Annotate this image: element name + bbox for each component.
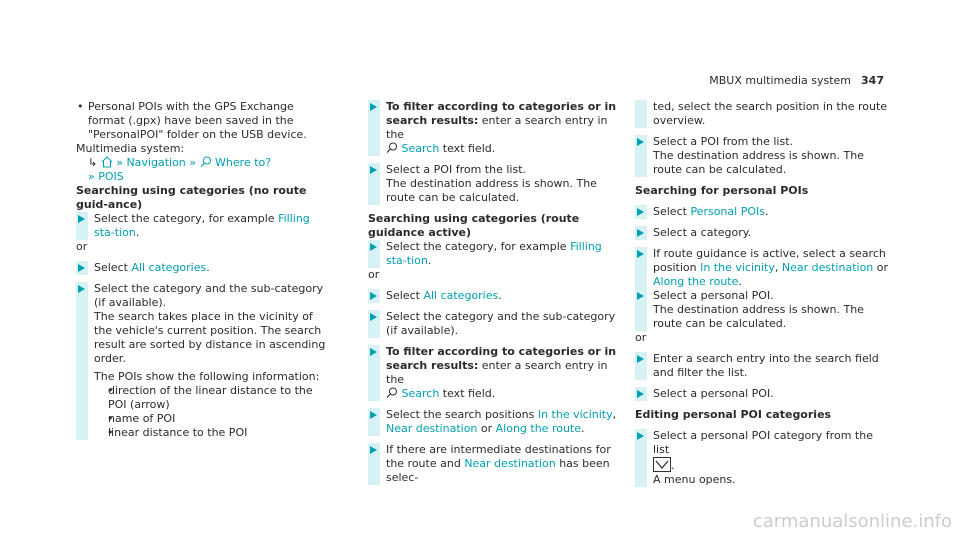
step-personal-pois: Select Personal POIs. — [635, 205, 888, 219]
step-filter: To filter according to categories or in search results: enter a search entry in the Search text field. — [368, 100, 621, 156]
step-all-categories: Select All categories. — [76, 261, 329, 275]
heading-personal-pois: Searching for personal POIs — [635, 184, 809, 197]
or-label: or — [76, 240, 88, 253]
step-subcategory — [76, 282, 329, 440]
step-filter: To filter according to categories or in search results: enter a search entry in the Search text field. — [368, 345, 621, 401]
step-continued: ted, select the search position in the route overview. — [635, 100, 888, 128]
step-result: The search takes place in the vicinity of the vehicle's current position. The search result are sorted by distance in ascending order. — [94, 310, 326, 365]
step-arrow-icon — [637, 355, 644, 363]
info-item: • name of POI — [94, 412, 329, 426]
step-select-personal: Select a personal POI. — [635, 387, 888, 401]
or-label: or — [368, 268, 380, 281]
link-filling-station: Filling sta-tion — [386, 240, 602, 267]
step-arrow-icon — [370, 166, 377, 174]
step-arrow-icon — [370, 292, 377, 300]
gpx-note: • Personal POIs with the GPS Exchange format (.gpx) have been saved in the "PersonalPOI" folder on the USB device. — [76, 100, 329, 142]
step-all-categories: Select All categories. — [368, 289, 621, 303]
step-arrow-icon — [637, 292, 644, 300]
step-arrow-icon — [78, 264, 85, 272]
or-label: or — [635, 331, 647, 344]
heading-edit-categories: Editing personal POI categories — [635, 408, 832, 421]
path-where-to: Where to? — [215, 156, 272, 169]
info-item: • direction of the linear distance to the POI (arrow) — [94, 384, 329, 412]
step-enter-search: Enter a search entry into the search field and filter the list. — [635, 352, 888, 380]
step-arrow-icon — [637, 390, 644, 398]
step-category: Select the category, for example Filling sta-tion. — [368, 240, 621, 268]
step-arrow-icon — [370, 243, 377, 251]
link-all-categories: All categories — [423, 289, 499, 302]
path-arrow-icon: ↳ — [88, 156, 98, 169]
step-text: Select the category and the sub-category (if available). — [94, 282, 324, 309]
step-arrow-icon — [370, 313, 377, 321]
step-arrow-icon — [370, 446, 377, 454]
step-arrow-icon — [637, 432, 644, 440]
chevron-icon: » — [116, 156, 123, 169]
step-info: The POIs show the following information: — [94, 370, 320, 383]
path-pois: POIS — [98, 170, 124, 183]
step-select-personal-poi: Select a personal POI. The destination address is shown. The route can be calculated. — [635, 289, 888, 331]
multimedia-label: Multimedia system: — [76, 142, 185, 155]
search-icon — [386, 387, 398, 398]
search-field-label: Search — [401, 142, 440, 155]
column-1 — [76, 100, 329, 440]
page-header — [709, 74, 884, 88]
search-field-label: Search — [401, 387, 440, 400]
step-subcategory: Select the category and the sub-category (if available). — [368, 310, 621, 338]
step-arrow-icon — [78, 215, 85, 223]
step-arrow-icon — [370, 103, 377, 111]
search-icon — [200, 156, 212, 167]
step-arrow-icon — [370, 348, 377, 356]
chevron-icon: » — [189, 156, 197, 169]
home-icon — [101, 156, 113, 168]
step-arrow-icon — [370, 411, 377, 419]
column-2 — [368, 100, 621, 485]
link-all-categories: All categories — [131, 261, 207, 274]
step-intermediate: If there are intermediate destinations for the route and Near destination has been selec- — [368, 443, 621, 485]
step-route-position: If route guidance is active, select a search position In the vicinity, Near destination or Along the route. — [635, 247, 888, 289]
step-search-positions: Select the search positions In the vicinity, Near destination or Along the route. — [368, 408, 621, 436]
heading-no-route: Searching using categories (no route guid-ance) — [76, 184, 307, 211]
step-select-poi: Select a POI from the list. The destination address is shown. The route can be calculated. — [368, 163, 621, 205]
column-3 — [635, 100, 888, 487]
path-navigation: Navigation — [126, 156, 186, 169]
heading-route-active: Searching using categories (route guidance active) — [368, 212, 580, 239]
step-arrow-icon — [637, 138, 644, 146]
page-number: 347 — [861, 74, 884, 87]
step-edit-category: Select a personal POI category from the list . A menu opens. — [635, 429, 888, 487]
header-title: MBUX multimedia system — [709, 74, 852, 87]
search-icon — [386, 142, 398, 153]
step-arrow-icon — [78, 285, 85, 293]
step-select-poi: Select a POI from the list. The destination address is shown. The route can be calculated. — [635, 135, 888, 177]
step-arrow-icon — [637, 208, 644, 216]
step-arrow-icon — [637, 250, 644, 258]
step-arrow-icon — [637, 229, 644, 237]
link-filling-station: Filling sta-tion — [94, 212, 310, 239]
watermark: carmanualsonline.info — [752, 511, 952, 532]
menu-path — [76, 156, 329, 184]
menu-down-icon — [653, 457, 671, 472]
step-select-category: Select a category. — [635, 226, 888, 240]
info-item: • linear distance to the POI — [94, 426, 329, 440]
step-category: Select the category, for example Filling sta-tion. — [76, 212, 329, 240]
chevron-icon: » — [88, 170, 95, 183]
